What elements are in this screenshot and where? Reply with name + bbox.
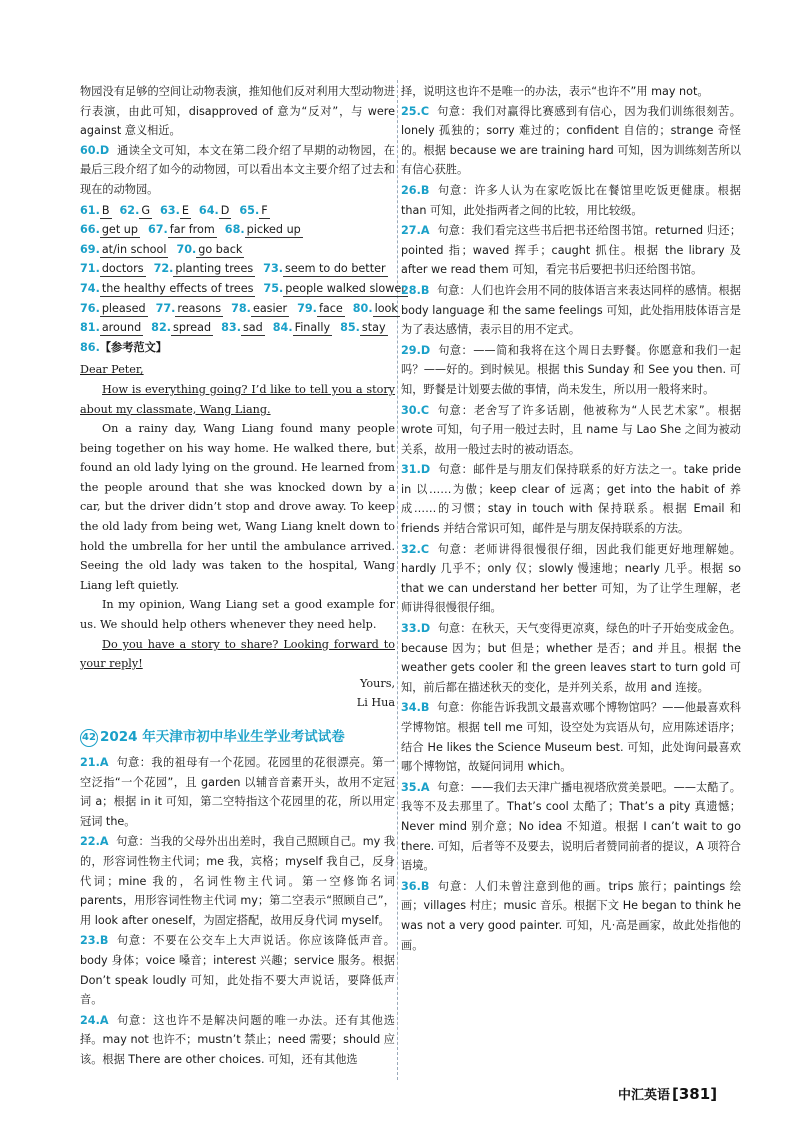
answer-letter: C bbox=[420, 104, 430, 118]
explanation-text: 句意：我的祖母有一个花园。花园里的花很漂亮。第一空泛指“一个花园”，且 garden 以辅音音素开头，故用不定冠词 a；根据 in it 可知，第二空特指这个花园里的花，所以用定冠词 the。 bbox=[80, 756, 395, 828]
answer-value: G bbox=[141, 203, 151, 217]
answer-cell bbox=[80, 243, 168, 256]
answer-value: the healthy effects of trees bbox=[101, 281, 254, 295]
explanation-text: 句意：在秋天，天气变得更凉爽，绿色的叶子开始变成金色。because 因为；but 但是；whether 是否；and 并且。根据 the weather gets cooler 和 the green leaves start to turn gold 可知，前后都在描述秋天的变化，是并列关系，故用 and 连接。 bbox=[401, 622, 741, 694]
question-item bbox=[401, 698, 741, 776]
answer-value: at/in school bbox=[101, 242, 167, 256]
explanation-text: 句意：——简和我将在这个周日去野餐。你愿意和我们一起吗？——好的。到时候见。根据 this Sunday 和 See you then. 可知，野餐是计划要去做的事情，尚未发生，所以用一般将来时。 bbox=[401, 343, 741, 396]
answer-letter: A bbox=[99, 835, 109, 849]
answer-value: sad bbox=[242, 321, 263, 335]
explanation-text: 句意：人们未曾注意到他的画。trips 旅行；paintings 绘画；villages 村庄；music 音乐。根据下文 He began to think he was not a very good painter. 可知，凡·高是画家，故此处指他的画。 bbox=[401, 879, 742, 952]
answer-value: easier bbox=[252, 301, 288, 315]
essay-paragraph-4: Do you have a story to share? Looking forward to your reply! bbox=[80, 637, 395, 671]
answer-value: picked up bbox=[246, 223, 301, 237]
answer-cell bbox=[151, 321, 213, 334]
question-item bbox=[401, 619, 741, 697]
question-item bbox=[401, 401, 741, 460]
answer-cell bbox=[154, 262, 256, 275]
question-item bbox=[80, 1011, 395, 1070]
answer-cell bbox=[80, 302, 148, 315]
essay-signature: Li Hua bbox=[356, 696, 395, 710]
question-number: 22. bbox=[80, 835, 100, 849]
question-number: 26. bbox=[401, 183, 421, 197]
question-number: 60. bbox=[80, 143, 100, 157]
right-question-list bbox=[401, 102, 741, 956]
question-number: 34. bbox=[401, 701, 421, 715]
explanation-text: 句意：老舍写了许多话剧，他被称为“人民艺术家”。根据 wrote 可知，句子用一般过去时，且 name 与 Lao She 之间为被动关系，故用一般过去时的被动语态。 bbox=[401, 403, 742, 456]
question-number: 23. bbox=[80, 934, 100, 948]
question-number: 65. bbox=[239, 203, 260, 217]
reference-label: 【参考范文】 bbox=[99, 340, 167, 354]
answer-letter: B bbox=[420, 183, 430, 197]
answer-value: Finally bbox=[294, 321, 331, 335]
question-item bbox=[80, 931, 395, 1009]
answer-letter: D bbox=[420, 343, 431, 357]
question-item bbox=[401, 221, 741, 280]
answer-cell bbox=[273, 321, 332, 334]
answer-cell bbox=[297, 302, 345, 315]
answer-letter: C bbox=[420, 542, 430, 556]
question-number: 86. bbox=[80, 340, 100, 354]
question-number: 68. bbox=[224, 223, 245, 237]
question-number: 75. bbox=[263, 281, 284, 295]
section-heading bbox=[80, 727, 395, 747]
explanation-text: 句意：我们看完这些书后把书还给图书馆。returned 归还；pointed 指；waved 挥手；caught 抓住。根据 the library 及 after we read them 可知，看完书后要把书归还给图书馆。 bbox=[401, 224, 742, 277]
question-number: 27. bbox=[401, 224, 421, 238]
answer-cell bbox=[340, 321, 388, 334]
answer-row bbox=[80, 318, 395, 338]
explanation-text: 句意：你能告诉我凯文最喜欢哪个博物馆吗？——他最喜欢科学博物馆。根据 tell me 可知，设空处为宾语从句，应用陈述语序；结合 He likes the Science Museum best. 可知，此处询问最喜欢哪个博物馆，故疑问词用 which。 bbox=[401, 701, 741, 774]
answer-cell bbox=[80, 321, 143, 334]
answer-cell bbox=[263, 282, 407, 295]
question-number: 85. bbox=[340, 321, 360, 335]
explanation-text: 句意：当我的父母外出出差时，我自己照顾自己。my 我的，形容词性物主代词；me 我，宾格；myself 我自己，反身代词；mine 我的，名词性物主代词。第一空修饰名词 parents，用形容词性物主代词 my；第二空表示“照顾自己”，用 look after oneself，为固定搭配，故用反身代词 myself。 bbox=[80, 835, 396, 927]
explanation-text: 句意：许多人认为在家吃饭比在餐馆里吃饭更健康。根据 than 可知，此处指两者之间的比较，用比较级。 bbox=[401, 183, 741, 217]
answer-row bbox=[80, 259, 395, 279]
answer-value: go back bbox=[198, 242, 243, 256]
explanation-text: 句意：不要在公交车上大声说话。你应该降低声音。body 身体；voice 嗓音；interest 兴趣；service 服务。根据 Don’t speak loudly 可知，此处指不要大声说话，要降低声音。 bbox=[80, 934, 395, 1007]
question-item bbox=[401, 778, 741, 876]
right-column bbox=[401, 82, 741, 956]
question-86 bbox=[80, 338, 395, 358]
explanation-text: 句意：我们对赢得比赛感到有信心，因为我们训练很刻苦。lonely 孤独的；sorry 难过的；confident 自信的；strange 奇怪的。根据 because we are training hard 可知，因为训练刻苦所以有信心获胜。 bbox=[401, 104, 741, 177]
question-number: 83. bbox=[221, 321, 241, 335]
answer-value: far from bbox=[169, 223, 215, 237]
answer-letter: A bbox=[99, 1013, 109, 1027]
question-number: 74. bbox=[80, 281, 100, 295]
answer-cell bbox=[225, 223, 303, 236]
answer-cell bbox=[160, 204, 191, 217]
answer-row bbox=[80, 201, 395, 221]
section-title: 2024 年天津市初中毕业生学业考试试卷 bbox=[100, 729, 345, 745]
question-number: 76. bbox=[80, 301, 100, 315]
answer-cell bbox=[221, 321, 265, 334]
answer-value: seem to do better bbox=[284, 262, 386, 276]
answer-value: people walked slower bbox=[285, 281, 406, 295]
question-item bbox=[401, 181, 741, 220]
answer-cell bbox=[80, 282, 255, 295]
answer-letter: D bbox=[420, 463, 431, 477]
explanation-text: 通读全文可知，本文在第二段介绍了早期的动物园，在最后三段介绍了如今的动物园，可以看出本文主要介绍了过去和现在的动物园。 bbox=[80, 143, 395, 196]
question-number: 63. bbox=[160, 203, 180, 217]
question-number: 71. bbox=[80, 262, 100, 276]
answer-cell bbox=[176, 243, 244, 256]
question-number: 32. bbox=[401, 542, 421, 556]
answer-value: stay bbox=[361, 321, 386, 335]
explanation-text: 句意：老师讲得很慢很仔细，因此我们能更好地理解她。hardly 几乎不；only 仅；slowly 慢速地；nearly 几乎。根据 so that we can understand her better 可知，为了让学生理解，老师讲得很慢很仔细。 bbox=[401, 542, 741, 615]
question-item bbox=[80, 832, 395, 930]
answer-cell bbox=[120, 204, 153, 217]
explanation-text: 句意：这也许不是解决问题的唯一办法。还有其他选择。may not 也许不；mustn’t 禁止；need 需要；should 应该。根据 There are other choices. 可知，还有其他选 bbox=[80, 1013, 395, 1066]
answer-cell bbox=[231, 302, 289, 315]
answer-letter: A bbox=[420, 224, 430, 238]
answer-row bbox=[80, 299, 398, 319]
answer-row bbox=[80, 240, 395, 260]
question-number: 24. bbox=[80, 1013, 100, 1027]
answer-value: face bbox=[318, 301, 343, 315]
answer-value: look bbox=[374, 301, 398, 315]
answer-cell bbox=[80, 262, 146, 275]
answer-row bbox=[80, 279, 406, 299]
question-number: 30. bbox=[401, 403, 421, 417]
question-number: 64. bbox=[198, 203, 219, 217]
answer-letter: B bbox=[420, 701, 430, 715]
answer-letter: A bbox=[420, 780, 430, 794]
question-number: 70. bbox=[176, 242, 197, 256]
answer-value: E bbox=[181, 203, 189, 217]
explanation-text: 句意：——我们去天津广播电视塔欣赏美景吧。——太酷了。我等不及去那里了。That’s cool 太酷了；That’s a pity 真遗憾；Never mind 别介意；No idea 不知道。根据 I can’t wait to go there. 可知，后者等不及要去，说明后者赞同前者的提议，A 项符合语境。 bbox=[401, 780, 741, 873]
answer-letter: D bbox=[420, 622, 431, 636]
question-number: 29. bbox=[401, 343, 421, 357]
explanation-text: 句意：人们也许会用不同的肢体语言来表达同样的感情。根据 body language 和 the same feelings 可知，此处指用肢体语言是为了表达感情，表示目的用不定式。 bbox=[401, 283, 741, 337]
answer-letter: B bbox=[99, 934, 109, 948]
question-number: 84. bbox=[272, 321, 293, 335]
answer-value: D bbox=[220, 203, 230, 217]
question-item bbox=[80, 753, 395, 831]
answer-letter: D bbox=[99, 143, 110, 157]
continuation-text: 择，说明这也许不是唯一的办法，表示“也许不”用 may not。 bbox=[401, 85, 709, 98]
answer-value: planting trees bbox=[175, 262, 254, 276]
question-number: 36. bbox=[401, 879, 421, 893]
question-number: 28. bbox=[401, 283, 421, 297]
page-footer bbox=[618, 1084, 717, 1103]
essay-paragraph-1: How is everything going? I’d like to tell you a story about my classmate, Wang Liang. bbox=[80, 382, 395, 416]
column-divider bbox=[397, 80, 398, 1080]
question-number: 35. bbox=[401, 780, 421, 794]
question-number: 79. bbox=[297, 301, 317, 315]
answer-row bbox=[80, 220, 395, 240]
answer-cell bbox=[80, 223, 140, 236]
answer-rows bbox=[80, 201, 406, 338]
intro-paragraph: 物园没有足够的空间让动物表演，推知他们反对利用大型动物进行表演，由此可知，disapproved of 意为“反对”，与 were against 意义相近。 bbox=[80, 85, 395, 138]
answer-value: pleased bbox=[101, 301, 146, 315]
answer-cell bbox=[239, 204, 269, 217]
answer-letter: C bbox=[420, 403, 430, 417]
essay-greeting: Dear Peter, bbox=[80, 363, 144, 377]
question-number: 77. bbox=[155, 301, 176, 315]
essay-paragraph-3: In my opinion, Wang Liang set a good example for us. We should help others whenever they need help. bbox=[80, 598, 395, 632]
answer-cell bbox=[148, 223, 217, 236]
question-number: 33. bbox=[401, 622, 421, 636]
answer-cell bbox=[263, 262, 387, 275]
answer-cell bbox=[80, 204, 112, 217]
essay-paragraph-2: On a rainy day, Wang Liang found many people being together on his way home. He walked there, but found an old lady lying on the ground. He learned from the people around that she was knocked down by a car, but the driver didn’t stop and drove away. To keep the old lady from being wet, Wang Liang knelt down to hold the umbrella for her until the ambulance arrived. Seeing the old lady was taken to the hospital, Wang Liang left quietly. bbox=[80, 422, 395, 592]
question-number: 81. bbox=[80, 321, 100, 335]
answer-value: around bbox=[101, 321, 142, 335]
answer-letter: A bbox=[99, 756, 109, 769]
question-number: 61. bbox=[80, 203, 100, 217]
answer-value: reasons bbox=[177, 301, 222, 315]
question-number: 73. bbox=[263, 262, 283, 276]
question-item bbox=[401, 540, 741, 618]
question-number: 80. bbox=[352, 301, 373, 315]
answer-value: B bbox=[101, 203, 110, 217]
question-item bbox=[401, 341, 741, 400]
answer-value: F bbox=[261, 203, 268, 217]
question-item bbox=[401, 281, 741, 340]
left-question-list bbox=[80, 753, 395, 1070]
answer-value: spread bbox=[173, 321, 212, 335]
answer-value: get up bbox=[101, 223, 138, 237]
answer-cell bbox=[199, 204, 231, 217]
question-item bbox=[401, 460, 741, 538]
question-number: 67. bbox=[147, 223, 168, 237]
answer-letter: B bbox=[420, 283, 430, 297]
section-number-badge: 42 bbox=[80, 729, 98, 747]
answer-value: doctors bbox=[101, 262, 144, 276]
question-number: 21. bbox=[80, 756, 100, 769]
left-column bbox=[80, 82, 406, 1071]
book-title: 中汇英语 bbox=[618, 1088, 671, 1103]
question-number: 78. bbox=[231, 301, 251, 315]
question-60 bbox=[80, 141, 395, 200]
question-number: 25. bbox=[401, 104, 421, 118]
essay-closing: Yours, bbox=[360, 676, 395, 690]
answer-cell bbox=[156, 302, 224, 315]
question-number: 62. bbox=[119, 203, 140, 217]
model-essay bbox=[80, 358, 395, 713]
question-number: 31. bbox=[401, 463, 421, 477]
page-number: [381] bbox=[672, 1085, 718, 1103]
question-number: 66. bbox=[80, 223, 100, 237]
question-number: 69. bbox=[80, 242, 100, 256]
question-item bbox=[401, 102, 741, 180]
question-item bbox=[401, 877, 741, 955]
question-number: 82. bbox=[151, 321, 171, 335]
answer-letter: B bbox=[420, 879, 430, 893]
question-number: 72. bbox=[153, 262, 174, 276]
explanation-text: 句意：邮件是与朋友们保持联系的好方法之一。take pride in 以……为傲；keep clear of 远离；get into the habit of 养成……的习惯；stay in touch with 保持联系。根据 Email 和 friends 并结合常识可知，邮件是与朋友保持联系的方法。 bbox=[401, 463, 741, 536]
answer-cell bbox=[353, 302, 400, 315]
